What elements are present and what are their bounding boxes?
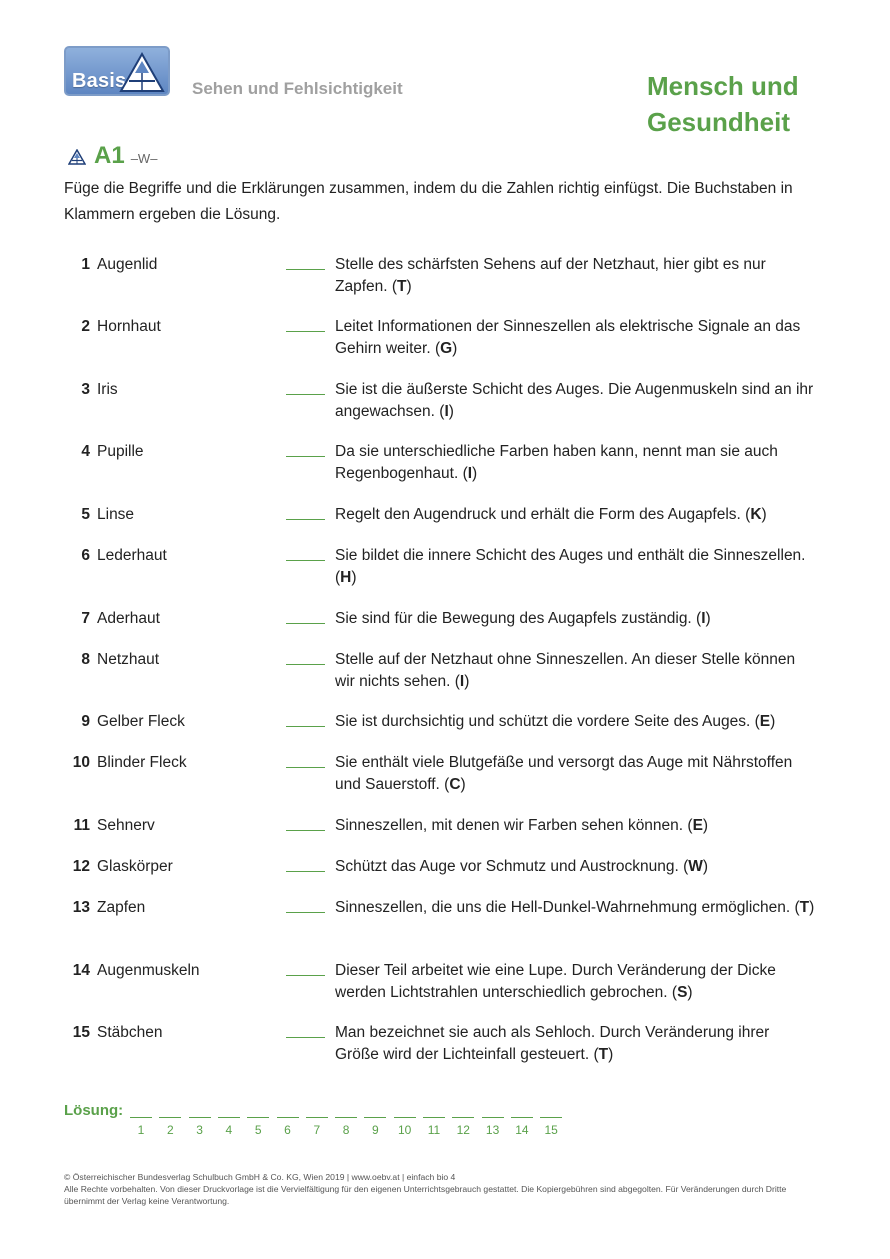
row-term: Linse xyxy=(97,506,135,523)
row-term: Glaskörper xyxy=(97,858,173,875)
solution-slot-line[interactable] xyxy=(130,1104,152,1118)
row-number: 10 xyxy=(72,754,90,771)
row-number: 15 xyxy=(72,1024,90,1041)
solution-slot-line[interactable] xyxy=(159,1104,181,1118)
definition-text: Schützt das Auge vor Schmutz und Austrocknung. xyxy=(335,858,679,875)
row-term: Pupille xyxy=(97,443,144,460)
solution-letter: T xyxy=(598,1046,609,1063)
row-definition: Sinneszellen, die uns die Hell-Dunkel-Wahrnehmung ermöglichen. (T) xyxy=(335,899,815,916)
solution-slot-line[interactable] xyxy=(540,1104,562,1118)
row-definition: Sinneszellen, mit denen wir Farben sehen können. (E) xyxy=(335,817,709,834)
solution-slot[interactable] xyxy=(364,1104,386,1137)
solution-letter: K xyxy=(750,506,762,523)
row-term: Augenlid xyxy=(97,256,158,273)
row-definition: Sie enthält viele Blutgefäße und versorgt das Auge mit Nährstoffen und Sauerstoff. (C) xyxy=(335,754,793,793)
solution-letter: I xyxy=(459,673,465,690)
row-term: Gelber Fleck xyxy=(97,713,185,730)
solution-slot[interactable] xyxy=(335,1104,357,1137)
row-definition: Sie sind für die Bewegung des Augapfels zuständig. (I) xyxy=(335,610,711,627)
subject-title xyxy=(647,68,799,140)
level-pyramid-icon xyxy=(68,149,86,165)
solution-slot-number: 8 xyxy=(342,1123,350,1137)
solution-slot-number: 5 xyxy=(254,1123,262,1137)
row-term: Hornhaut xyxy=(97,318,161,335)
solution-slot-number: 1 xyxy=(137,1123,145,1137)
solution-slot-number: 6 xyxy=(284,1123,291,1137)
answer-blank[interactable] xyxy=(286,623,325,624)
solution-letter: T xyxy=(799,899,810,916)
solution-slot-number: 13 xyxy=(485,1123,500,1137)
solution-slot-number: 14 xyxy=(515,1123,529,1137)
solution-slot-number: 4 xyxy=(225,1123,233,1137)
row-number: 12 xyxy=(72,858,90,875)
solution-slot-number: 2 xyxy=(166,1123,174,1137)
row-number: 7 xyxy=(81,610,90,627)
solution-slot[interactable] xyxy=(159,1104,181,1137)
solution-letter: T xyxy=(397,278,407,295)
solution-letter: G xyxy=(440,340,453,357)
solution-slot-line[interactable] xyxy=(189,1104,211,1118)
answer-blank[interactable] xyxy=(286,664,325,665)
row-number: 9 xyxy=(81,713,90,730)
row-definition: Sie ist durchsichtig und schützt die vordere Seite des Auges. (E) xyxy=(335,713,776,730)
row-definition: Sie ist die äußerste Schicht des Auges. Die Augenmuskeln sind an ihr angewachsen. (I) xyxy=(335,381,814,420)
definition-text: Sie ist die äußerste Schicht des Auges. Die Augenmuskeln sind an ihr angewachsen. xyxy=(335,381,814,420)
solution-letter: S xyxy=(677,984,688,1001)
pyramid-icon xyxy=(119,51,165,93)
definition-text: Da sie unterschiedliche Farben haben kann, nennt man sie auch Regenbogenhaut. xyxy=(335,443,778,482)
definition-text: Sinneszellen, mit denen wir Farben sehen können. xyxy=(335,817,684,834)
solution-slot-line[interactable] xyxy=(335,1104,357,1118)
answer-blank[interactable] xyxy=(286,726,325,727)
solution-slot-line[interactable] xyxy=(423,1104,445,1118)
solution-slot[interactable] xyxy=(482,1104,504,1137)
solution-slot-line[interactable] xyxy=(452,1104,474,1118)
task-tag: –W– xyxy=(130,151,158,166)
row-number: 13 xyxy=(72,899,90,916)
solution-slot-number: 15 xyxy=(544,1123,558,1137)
solution-slot[interactable] xyxy=(394,1104,416,1137)
solution-letter: I xyxy=(701,610,706,627)
solution-letter: E xyxy=(759,713,771,730)
row-definition: Regelt den Augendruck und erhält die Form des Augapfels. (K) xyxy=(335,506,767,523)
solution-slot[interactable] xyxy=(511,1104,533,1137)
solution-letter: W xyxy=(688,858,703,875)
solution-slot[interactable] xyxy=(218,1104,240,1137)
solution-slot[interactable] xyxy=(452,1104,474,1137)
row-term: Blinder Fleck xyxy=(97,754,187,771)
row-term: Augenmuskeln xyxy=(97,962,200,979)
answer-blank[interactable] xyxy=(286,1037,325,1038)
row-definition: Stelle des schärfsten Sehens auf der Netzhaut, hier gibt es nur Zapfen. (T) xyxy=(335,256,766,295)
solution-letter: I xyxy=(444,403,449,420)
row-number: 6 xyxy=(81,547,90,564)
solution-slot-number: 11 xyxy=(427,1123,441,1137)
row-number: 2 xyxy=(81,318,90,335)
answer-blank[interactable] xyxy=(286,560,325,561)
solution-slot-number: 3 xyxy=(196,1123,203,1137)
row-number: 14 xyxy=(72,962,90,979)
row-term: Aderhaut xyxy=(97,610,160,627)
row-definition: Leitet Informationen der Sinneszellen als elektrische Signale an das Gehirn weiter. (G) xyxy=(335,318,801,357)
solution-slot-number: 12 xyxy=(456,1123,470,1137)
row-term: Stäbchen xyxy=(97,1024,163,1041)
definition-text: Dieser Teil arbeitet wie eine Lupe. Durch Veränderung der Dicke werden Lichtstrahlen unterschiedlich gebrochen. xyxy=(335,962,776,1001)
solution-slot[interactable] xyxy=(189,1104,211,1137)
answer-blank[interactable] xyxy=(286,830,325,831)
solution-slot-number: 10 xyxy=(398,1123,412,1137)
definition-text: Stelle des schärfsten Sehens auf der Netzhaut, hier gibt es nur Zapfen. xyxy=(335,256,766,295)
solution-slot-line[interactable] xyxy=(364,1104,386,1118)
solution-letter: C xyxy=(449,776,461,793)
solution-slot[interactable] xyxy=(130,1104,152,1137)
row-definition: Stelle auf der Netzhaut ohne Sinneszellen. An dieser Stelle können wir nichts sehen. (I) xyxy=(335,651,796,690)
row-term: Netzhaut xyxy=(97,651,160,668)
row-term: Zapfen xyxy=(97,899,146,916)
solution-slot[interactable] xyxy=(277,1104,299,1137)
solution-slot-line[interactable] xyxy=(511,1104,533,1118)
solution-slot-number: 9 xyxy=(372,1123,379,1137)
subject-line-2: Gesundheit xyxy=(647,107,791,137)
row-number: 1 xyxy=(81,256,90,273)
row-definition: Sie bildet die innere Schicht des Auges und enthält die Sinneszellen. (H) xyxy=(335,547,806,586)
solution-slot-line[interactable] xyxy=(218,1104,240,1118)
solution-slot-line[interactable] xyxy=(306,1104,328,1118)
task-heading xyxy=(68,142,157,170)
answer-blank[interactable] xyxy=(286,767,325,768)
solution-slot[interactable] xyxy=(306,1104,328,1137)
answer-blank[interactable] xyxy=(286,519,325,520)
row-number: 5 xyxy=(81,506,90,523)
answer-blank[interactable] xyxy=(286,975,325,976)
definition-text: Sie ist durchsichtig und schützt die vordere Seite des Auges. xyxy=(335,713,751,730)
definition-text: Man bezeichnet sie auch als Sehloch. Durch Veränderung ihrer Größe wird der Lichteinfall gesteuert. xyxy=(335,1024,770,1063)
footer xyxy=(64,1171,824,1207)
row-term: Sehnerv xyxy=(97,817,155,834)
answer-blank[interactable] xyxy=(286,912,325,913)
solution-letter: I xyxy=(467,465,473,482)
solution-letter: H xyxy=(340,569,352,586)
solution-slot-line[interactable] xyxy=(247,1104,269,1118)
footer-copyright: © Österreichischer Bundesverlag Schulbuch GmbH & Co. KG, Wien 2019 | www.oebv.at | einfach bio 4 xyxy=(64,1172,456,1182)
answer-blank[interactable] xyxy=(286,456,325,457)
definition-text: Stelle auf der Netzhaut ohne Sinneszellen. An dieser Stelle können wir nichts sehen. xyxy=(335,651,796,690)
row-term: Lederhaut xyxy=(97,547,167,564)
answer-blank[interactable] xyxy=(286,331,325,332)
basis-logo xyxy=(64,46,170,96)
solution-slot[interactable] xyxy=(247,1104,269,1137)
solution-slot-line[interactable] xyxy=(277,1104,299,1118)
solution-slot[interactable] xyxy=(540,1104,562,1137)
row-definition: Dieser Teil arbeitet wie eine Lupe. Durch Veränderung der Dicke werden Lichtstrahlen unterschiedlich gebrochen. (S) xyxy=(335,962,776,1001)
logo-text: Basis xyxy=(72,70,127,92)
row-definition: Schützt das Auge vor Schmutz und Austrocknung. (W) xyxy=(335,858,709,875)
row-number: 4 xyxy=(81,443,90,460)
solution-slot-line[interactable] xyxy=(394,1104,416,1118)
row-definition: Da sie unterschiedliche Farben haben kann, nennt man sie auch Regenbogenhaut. (I) xyxy=(335,443,778,482)
task-id: A1 xyxy=(94,142,125,169)
solution-letter: E xyxy=(692,817,703,834)
subject-line-1: Mensch und xyxy=(647,71,799,101)
footer-rights: Alle Rechte vorbehalten. Von dieser Druckvorlage ist die Vervielfältigung für den eigenen Unterrichtsgebrauch gestattet. Die Kopiergebühren sind abgegolten. Für Veränderungen durch Dritte übernimmt der Verlag keine Verantwortung. xyxy=(64,1184,787,1206)
topic-title: Sehen und Fehlsichtigkeit xyxy=(192,79,403,98)
answer-blank[interactable] xyxy=(286,394,325,395)
answer-blank[interactable] xyxy=(286,269,325,270)
solution-slot-line[interactable] xyxy=(482,1104,504,1118)
definition-text: Sie enthält viele Blutgefäße und versorgt das Auge mit Nährstoffen und Sauerstoff. xyxy=(335,754,793,793)
definition-text: Sinneszellen, die uns die Hell-Dunkel-Wahrnehmung ermöglichen. xyxy=(335,899,791,916)
solution-slot[interactable] xyxy=(423,1104,445,1137)
solution-slot-number: 7 xyxy=(313,1123,321,1137)
task-instruction: Füge die Begriffe und die Erklärungen zusammen, indem du die Zahlen richtig einfügst. Die Buchstaben in Klammern ergeben die Lösung. xyxy=(64,180,793,223)
row-number: 8 xyxy=(81,651,90,668)
solution-label: Lösung: xyxy=(64,1102,124,1119)
row-number: 11 xyxy=(73,817,90,834)
answer-blank[interactable] xyxy=(286,871,325,872)
row-definition: Man bezeichnet sie auch als Sehloch. Durch Veränderung ihrer Größe wird der Lichteinfall gesteuert. (T) xyxy=(335,1024,770,1063)
row-number: 3 xyxy=(81,381,90,398)
row-term: Iris xyxy=(97,381,118,398)
definition-text: Sie bildet die innere Schicht des Auges und enthält die Sinneszellen. xyxy=(335,547,806,564)
definition-text: Regelt den Augendruck und erhält die Form des Augapfels. xyxy=(335,506,741,523)
definition-text: Leitet Informationen der Sinneszellen als elektrische Signale an das Gehirn weiter. xyxy=(335,318,801,357)
definition-text: Sie sind für die Bewegung des Augapfels zuständig. xyxy=(335,610,692,627)
